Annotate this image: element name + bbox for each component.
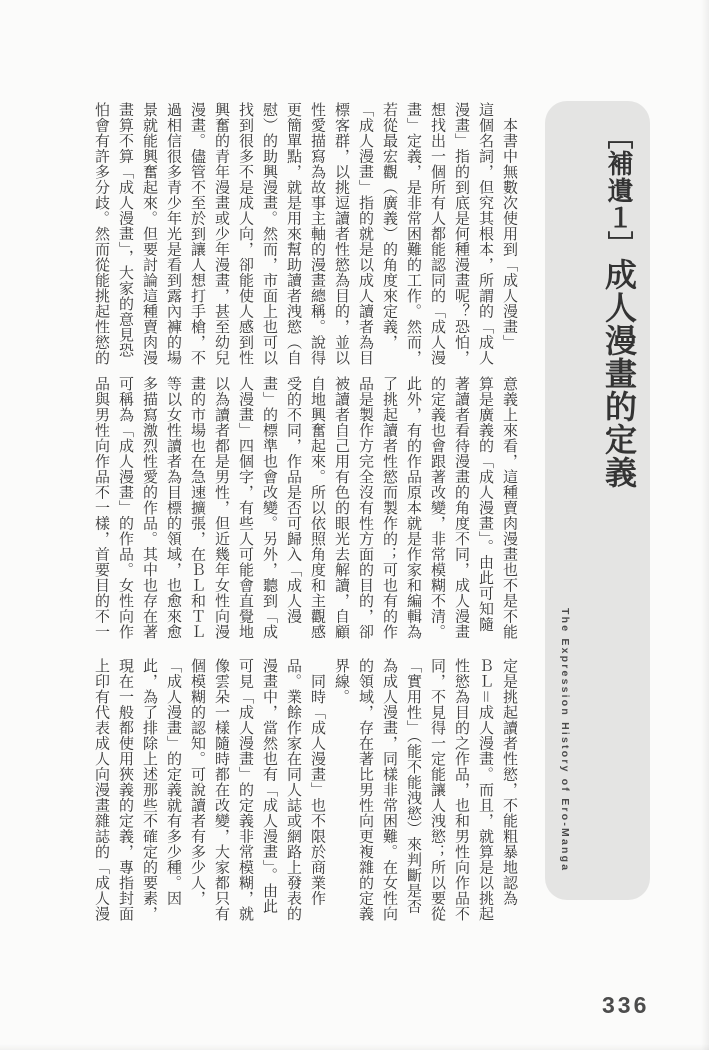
- text-column: 「成人漫畫」的定義就有多少種。因: [165, 658, 181, 906]
- page-edge-shading-right: [701, 0, 709, 1050]
- text-column: 性慾為目的之作品，也和男性向作品不: [453, 658, 469, 922]
- chapter-title-box: [545, 101, 650, 900]
- text-column: 意義上來看，這種賣肉漫畫也不是不能: [501, 376, 517, 640]
- page-number: 336: [602, 992, 650, 1018]
- text-column: 界線。: [333, 658, 349, 705]
- text-column: 漫畫」指的到底是何種漫畫呢？恐怕，: [453, 102, 469, 366]
- text-column: 可稱為「成人漫畫」的作品。女性向作: [117, 376, 133, 640]
- chapter-title-text: 成人漫畫的定義: [600, 258, 637, 489]
- text-column: 畫算不算「成人漫畫」，大家的意見恐: [117, 102, 133, 358]
- text-column: 怕會有許多分歧。然而從能挑起性慾的: [93, 102, 109, 366]
- text-column: 標客群，以挑逗讀者性慾為目的，並以: [333, 102, 349, 366]
- chapter-subtitle-english: The Expression History of Ero-Manga: [559, 608, 571, 873]
- text-column: 「成人漫畫」指的就是以成人讀者為目: [357, 102, 373, 366]
- text-column: 漫畫中，當然也有「成人漫畫」。由此: [261, 658, 277, 914]
- text-column: 同時「成人漫畫」也不限於商業作: [309, 658, 325, 906]
- text-column: 若從最宏觀（廣義）的角度來定義，: [381, 102, 397, 350]
- text-column: 人漫畫」四個字，有些人可能會直覺地: [237, 376, 253, 640]
- chapter-label: ［補遺１］: [603, 123, 634, 258]
- text-column: 受的不同，作品是否可歸入「成人漫: [285, 376, 301, 624]
- text-column: 此外，有的作品原本就是作家和編輯為: [405, 376, 421, 640]
- text-column: 被讀者自己用有色的眼光去解讀，自顧: [333, 376, 349, 640]
- text-column: 過相信很多青少年光是看到露內褲的場: [165, 102, 181, 366]
- text-column: 品是製作方完全沒有性方面的目的，卻: [357, 376, 373, 640]
- chapter-title: [600, 123, 637, 489]
- text-column: 的領域，存在著比男性向更複雜的定義: [357, 658, 373, 922]
- text-column: 以為讀者都是男性，但近幾年女性向漫: [213, 376, 229, 640]
- text-column: 同，不見得一定能讓人洩慾；所以要從: [429, 658, 445, 922]
- text-column: 畫」的標準也會改變。另外，聽到「成: [261, 376, 277, 640]
- text-column: 找到很多不是成人向，卻能使人感到性: [237, 102, 253, 366]
- text-column: 「實用性」（能不能洩慾）來判斷是否: [405, 658, 421, 914]
- text-column: 畫的市場也在急速擴張，在ＢＬ和ＴＬ: [189, 376, 205, 640]
- text-band-middle: [89, 376, 521, 648]
- text-column: 定是挑起讀者性慾，不能粗暴地認為: [501, 658, 517, 906]
- text-column: 慰）的助興漫畫。然而，市面上也可以: [261, 102, 277, 366]
- text-column: 性愛描寫為故事主軸的漫畫總稱。說得: [309, 102, 325, 366]
- text-column: 自地興奮起來。所以依照角度和主觀感: [309, 376, 325, 640]
- text-column: 現在一般都使用狹義的定義，專指封面: [117, 658, 133, 922]
- text-column: 景就能興奮起來。但要討論這種賣肉漫: [141, 102, 157, 366]
- text-column: 品。業餘作家在同人誌或網路上發表的: [285, 658, 301, 922]
- text-column: 著讀者看待漫畫的角度不同，成人漫畫: [453, 376, 469, 640]
- text-column: 本書中無數次使用到「成人漫畫」: [501, 102, 517, 350]
- text-column: 漫畫。儘管不至於到讓人想打手槍，不: [189, 102, 205, 366]
- text-band-top: [89, 102, 521, 374]
- text-column: 想找出一個所有人都能認同的「成人漫: [429, 102, 445, 366]
- text-column: 像雲朵一樣隨時都在改變，大家都只有: [213, 658, 229, 922]
- text-column: 品與男性向作品不一樣，首要目的不一: [93, 376, 109, 640]
- text-column: ＢＬ＝成人漫畫。而且，就算是以挑起: [477, 658, 493, 922]
- text-column: 上印有代表成人向漫畫雜誌的「成人漫: [93, 658, 109, 922]
- text-column: 更簡單點，就是用來幫助讀者洩慾（自: [285, 102, 301, 366]
- text-column: 可見「成人漫畫」的定義非常模糊，就: [237, 658, 253, 922]
- text-column: 畫」定義，是非常困難的工作。然而，: [405, 102, 421, 366]
- text-column: 的定義也會跟著改變，非常模糊不清。: [429, 376, 445, 640]
- text-band-bottom: [89, 658, 521, 930]
- text-column: 興奮的青年漫畫或少年漫畫，甚至幼兒: [213, 102, 229, 366]
- text-column: 算是廣義的「成人漫畫」。由此可知隨: [477, 376, 493, 632]
- page-edge-shading-bottom: [0, 1044, 709, 1050]
- text-column: 多描寫激烈性愛的作品。其中也存在著: [141, 376, 157, 640]
- text-column: 此，為了排除上述那些不確定的要素，: [141, 658, 157, 922]
- text-column: 為成人漫畫，同樣非常困難。在女性向: [381, 658, 397, 922]
- text-column: 這個名詞，但究其根本，所謂的「成人: [477, 102, 493, 366]
- text-column: 等以女性讀者為目標的領域，也愈來愈: [165, 376, 181, 640]
- text-column: 個模糊的認知。可說讀者有多少人，: [189, 658, 205, 906]
- text-column: 了挑起讀者性慾而製作的；可也有的作: [381, 376, 397, 640]
